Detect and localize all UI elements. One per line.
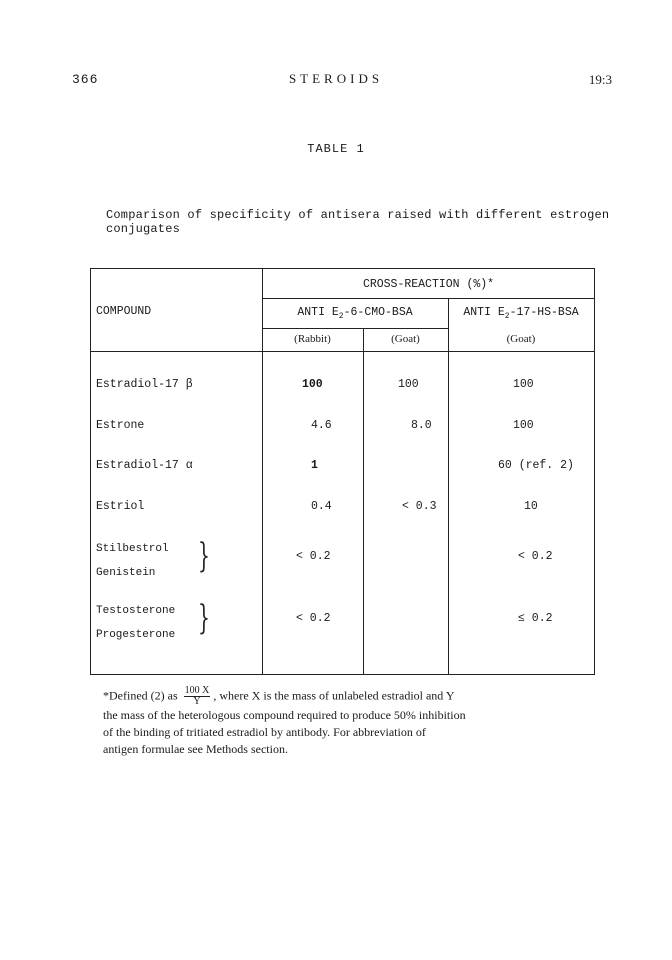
anti-cmo-header: ANTI $E_2-6-CMO$-BSA (297, 306, 413, 321)
compound-divider (262, 268, 263, 675)
table-top-border (90, 268, 595, 269)
page-number: 366 (72, 72, 99, 87)
goat-value: 8.0 (411, 419, 432, 432)
table-left-border (90, 268, 91, 675)
compound-name: Estradiol-17 β (96, 378, 193, 391)
table-bottom-border (90, 674, 595, 675)
hs-value: ≤ 0.2 (518, 612, 553, 625)
cmo-hs-divider (448, 298, 449, 675)
table-caption: Comparison of specificity of antisera raised with different estrogen conjugates (106, 208, 610, 236)
hs-value: 60 (ref. 2) (498, 459, 574, 472)
compound-name: Testosterone (96, 605, 176, 617)
rabbit-value: < 0.2 (296, 550, 331, 563)
rabbit-goat-divider (363, 328, 364, 675)
hs-value: 10 (524, 500, 538, 513)
compound-name: Estradiol-17 α (96, 459, 193, 472)
rabbit-header: (Rabbit) (294, 333, 331, 345)
issue-number: 19:3 (588, 72, 612, 87)
anti-hs-header: ANTI $E_2-17-HS$-BSA (463, 306, 579, 321)
group-brace: } (198, 536, 210, 576)
group-brace: } (198, 598, 210, 638)
rabbit-value: < 0.2 (296, 612, 331, 625)
compound-header: COMPOUND (96, 305, 152, 318)
compound-name: Estrone (96, 419, 145, 432)
hs-value: 100 (513, 419, 534, 432)
footnote-line-2: the mass of the heterologous compound required to produce 50% inhibition (103, 708, 466, 722)
compound-name: Estriol (96, 500, 145, 513)
compound-name: Stilbestrol (96, 543, 169, 555)
rabbit-value: 1 (311, 459, 318, 472)
goat-cmo-header: (Goat) (391, 333, 420, 345)
footnote-line-3: of the binding of tritiated estradiol by antibody. For abbreviation of (103, 725, 426, 739)
rabbit-value: 0.4 (311, 500, 332, 513)
table-footnote (103, 686, 623, 758)
compound-name: Genistein (96, 567, 156, 579)
footnote-line-4: antigen formulae see Methods section. (103, 742, 288, 756)
footnote-line-1: , where X is the mass of unlabeled estradiol and Y (213, 688, 455, 703)
table-title: TABLE 1 (307, 142, 365, 156)
rabbit-value: 100 (302, 378, 323, 391)
compound-name: Progesterone (96, 629, 176, 641)
hs-value: < 0.2 (518, 550, 553, 563)
cross-reaction-header: CROSS-REACTION (%)* (362, 278, 495, 291)
fraction: $\frac{100 X}{Y}$ (184, 685, 210, 707)
rabbit-value: 4.6 (311, 419, 332, 432)
goat-hs-header: (Goat) (506, 333, 536, 345)
header-bottom-border (90, 351, 595, 352)
journal-title: STEROIDS (288, 71, 384, 86)
goat-value: 100 (398, 378, 419, 391)
footnote-lead: *Defined (2) as (103, 688, 178, 703)
species-rule (262, 328, 448, 329)
hs-value: 100 (513, 378, 534, 391)
cross-reaction-rule (262, 298, 595, 299)
table-right-border (594, 268, 595, 675)
goat-value: < 0.3 (402, 500, 437, 513)
